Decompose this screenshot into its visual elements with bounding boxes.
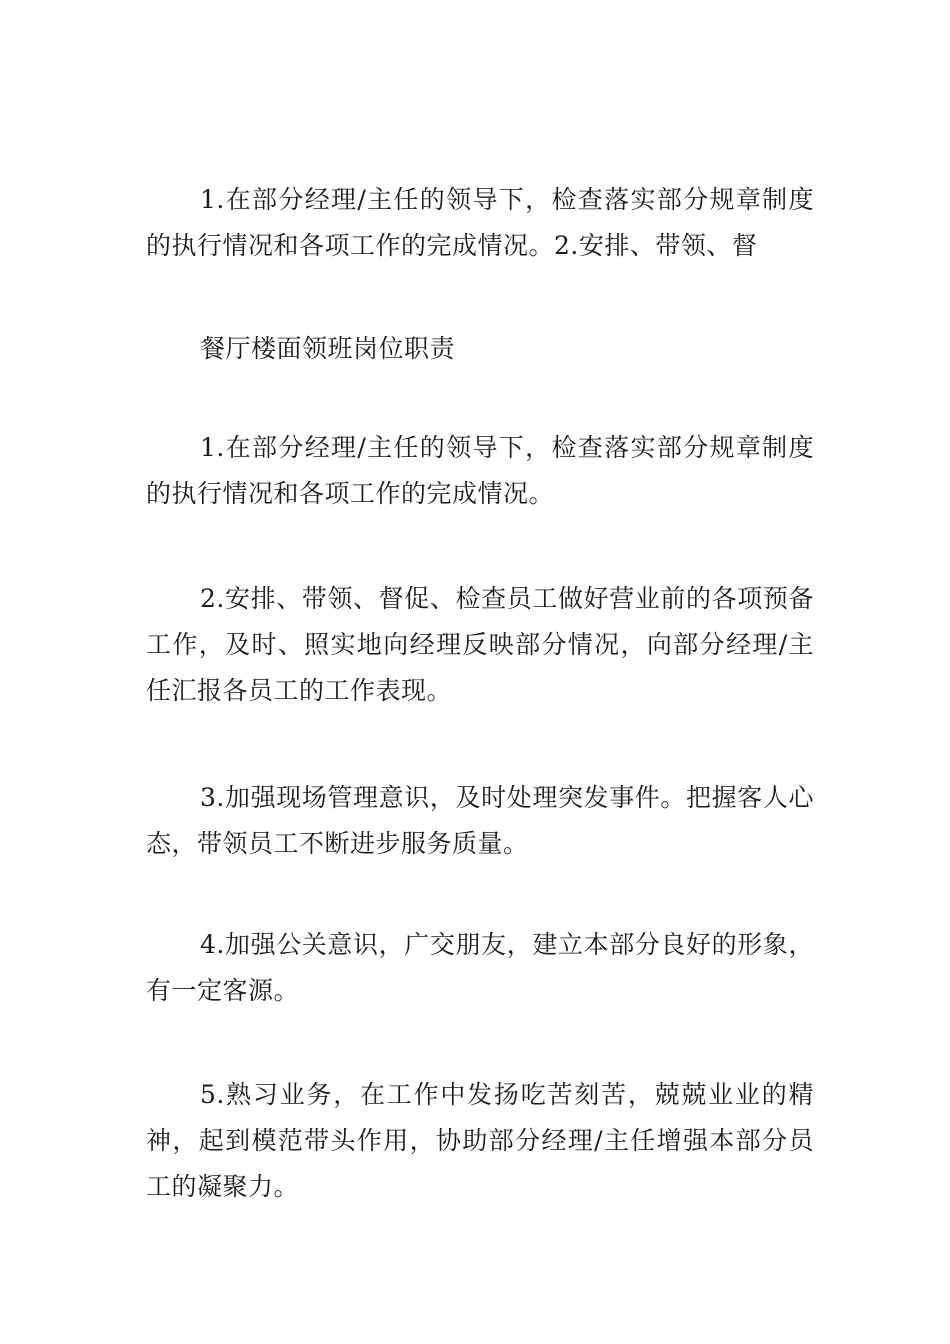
duty-item-4: 4.加强公关意识，广交朋友，建立本部分良好的形象，有一定客源。 xyxy=(146,930,814,1005)
document-title: 餐厅楼面领班岗位职责 xyxy=(200,334,456,363)
duty-item-5: 5.熟习业务，在工作中发扬吃苦刻苦，兢兢业业的精神，起到模范带头作用，协助部分经理/主任增强本部分员工的凝聚力。 xyxy=(146,1080,814,1201)
duty-item-1: 1.在部分经理/主任的领导下，检查落实部分规章制度的执行情况和各项工作的完成情况。 xyxy=(146,433,814,508)
intro-paragraph: 1.在部分经理/主任的领导下，检查落实部分规章制度的执行情况和各项工作的完成情况。2.安排、带领、督 xyxy=(146,185,814,260)
duty-item-2: 2.安排、带领、督促、检查员工做好营业前的各项预备工作，及时、照实地向经理反映部分情况，向部分经理/主任汇报各员工的工作表现。 xyxy=(146,584,814,705)
duty-item-3: 3.加强现场管理意识，及时处理突发事件。把握客人心态，带领员工不断进步服务质量。 xyxy=(146,783,814,858)
